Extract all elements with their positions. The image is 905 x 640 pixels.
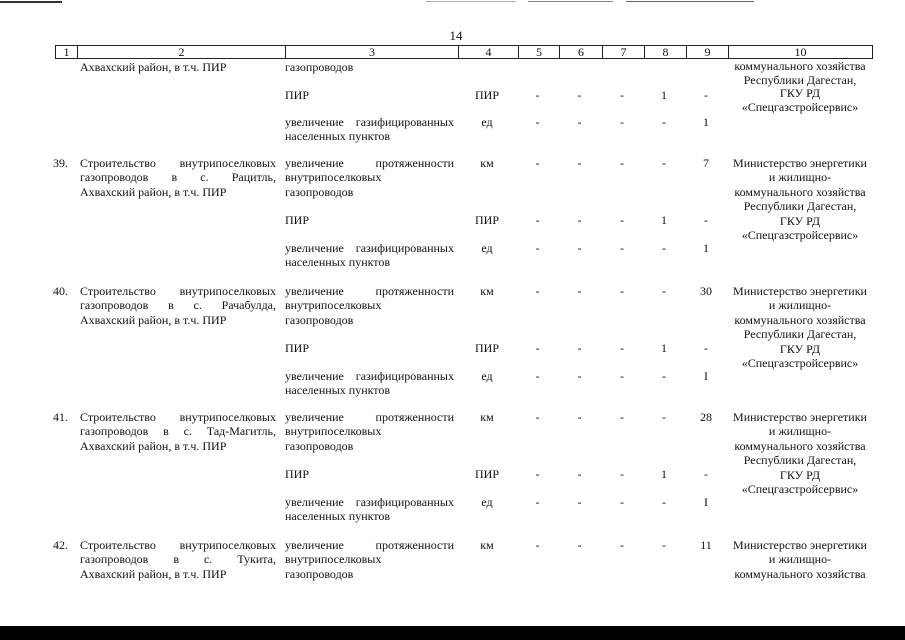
value-col-6: - bbox=[577, 115, 582, 129]
executor-line: Министерство энергетики bbox=[733, 410, 867, 424]
executor-line: «Спецгазстройсервис» bbox=[741, 355, 859, 370]
indicator-line: увеличение протяженности bbox=[285, 156, 454, 170]
value-col-7: - bbox=[620, 284, 624, 298]
value-col-9: 7 bbox=[703, 156, 709, 170]
value-col-7: - bbox=[620, 88, 624, 102]
table-row bbox=[0, 156, 905, 270]
object-name bbox=[80, 60, 276, 74]
unit: ПИР bbox=[474, 213, 499, 227]
value-col-6: - bbox=[577, 156, 582, 170]
value-col-8: - bbox=[662, 284, 666, 298]
indicator-line: газопроводов bbox=[285, 438, 354, 453]
object-name-line: Ахвахский район, в т.ч. ПИР bbox=[80, 566, 227, 581]
row-number: 39. bbox=[53, 156, 68, 170]
object-name-line: Ахвахский район, в т.ч. ПИР bbox=[80, 438, 227, 453]
executor-line: «Спецгазстройсервис» bbox=[741, 481, 859, 496]
subrow-gasified bbox=[0, 115, 905, 144]
value-col-6: - bbox=[577, 467, 582, 481]
indicator bbox=[285, 495, 454, 524]
value-col-7: - bbox=[620, 241, 624, 255]
object-name-line: Ахвахский район, в т.ч. ПИР bbox=[80, 60, 227, 74]
executor bbox=[727, 156, 873, 242]
executor-line: и жилищно- bbox=[768, 170, 832, 185]
executor-line: Республики Дагестан, bbox=[743, 72, 857, 87]
scan-artifact-line bbox=[0, 1, 62, 3]
value-col-6: - bbox=[577, 88, 582, 102]
indicator bbox=[285, 369, 454, 398]
indicator-line: газопроводов bbox=[285, 184, 354, 199]
executor-line: Министерство энергетики bbox=[733, 156, 867, 170]
value-col-9: 11 bbox=[700, 538, 712, 552]
object-name bbox=[80, 156, 276, 199]
executor-line: и жилищно- bbox=[768, 424, 832, 439]
value-col-9: I bbox=[704, 369, 708, 383]
value-col-9: - bbox=[704, 213, 708, 227]
value-col-5: - bbox=[535, 341, 540, 355]
unit: ПИР bbox=[474, 467, 499, 481]
value-col-8: - bbox=[662, 156, 666, 170]
value-col-5: - bbox=[535, 467, 540, 481]
indicator bbox=[285, 538, 454, 581]
scan-artifact-line bbox=[626, 1, 754, 2]
object-name-line: газопроводов в с. Рацитль, bbox=[80, 170, 276, 185]
unit: ПИР bbox=[474, 341, 499, 355]
value-col-7: - bbox=[620, 115, 624, 129]
indicator-line: газопроводов bbox=[285, 60, 354, 74]
value-col-6: - bbox=[577, 369, 582, 383]
value-col-7: - bbox=[620, 467, 624, 481]
value-col-7: - bbox=[620, 495, 624, 509]
indicator: ПИР bbox=[285, 341, 310, 355]
unit: ПИР bbox=[474, 88, 499, 102]
indicator-line: увеличение газифицированных bbox=[285, 241, 454, 255]
header-cell: 8 bbox=[644, 46, 686, 58]
indicator bbox=[285, 241, 454, 270]
indicator-line: внутрипоселковых bbox=[285, 170, 382, 185]
indicator bbox=[285, 284, 454, 327]
indicator-line: внутрипоселковых bbox=[285, 424, 382, 439]
executor-line: «Спецгазстройсервис» bbox=[741, 227, 859, 242]
object-name bbox=[80, 410, 276, 453]
object-name bbox=[80, 538, 276, 581]
value-col-5: - bbox=[535, 213, 540, 227]
value-col-9: 28 bbox=[700, 410, 712, 424]
value-col-5: - bbox=[535, 115, 540, 129]
indicator-line: населенных пунктов bbox=[285, 255, 391, 270]
unit: км bbox=[480, 284, 494, 298]
object-name-line: газопроводов в с. Тад-Магитль, bbox=[80, 424, 276, 439]
header-cell: 9 bbox=[686, 46, 728, 58]
value-col-5: - bbox=[535, 241, 540, 255]
indicator bbox=[285, 60, 454, 74]
value-col-9: 1 bbox=[703, 115, 709, 129]
object-name-line: газопроводов в с. Рачабулда, bbox=[80, 298, 276, 313]
executor bbox=[727, 284, 873, 370]
value-col-9: - bbox=[704, 88, 708, 102]
value-col-8: - bbox=[662, 115, 666, 129]
unit: ед bbox=[481, 495, 493, 509]
executor-line: и жилищно- bbox=[768, 552, 832, 567]
value-col-6: - bbox=[577, 213, 582, 227]
table-row bbox=[0, 284, 905, 398]
executor-line: ГКУ РД bbox=[779, 467, 821, 482]
table-row bbox=[0, 410, 905, 524]
executor-line: коммунального хозяйства bbox=[734, 566, 866, 581]
value-col-7: - bbox=[620, 213, 624, 227]
subrow-gasified bbox=[0, 495, 905, 524]
executor-line: и жилищно- bbox=[768, 298, 832, 313]
header-cell: 4 bbox=[458, 46, 518, 58]
value-col-7: - bbox=[620, 369, 624, 383]
value-col-5: - bbox=[535, 284, 540, 298]
indicator-line: внутрипоселковых bbox=[285, 298, 382, 313]
table-header bbox=[55, 45, 873, 59]
object-name-line: Строительство внутрипоселковых bbox=[80, 410, 276, 424]
object-name-line: газопроводов в с. Тукита, bbox=[80, 552, 276, 567]
header-cell: 7 bbox=[602, 46, 644, 58]
value-col-5: - bbox=[535, 156, 540, 170]
row-number: 41. bbox=[53, 410, 68, 424]
header-cell: 5 bbox=[518, 46, 559, 58]
unit: км bbox=[480, 538, 494, 552]
table-row bbox=[0, 59, 905, 144]
row-number: 42. bbox=[53, 538, 68, 552]
value-col-6: - bbox=[577, 341, 582, 355]
indicator-line: увеличение газифицированных bbox=[285, 115, 454, 129]
executor-line: Республики Дагестан, bbox=[743, 453, 857, 468]
value-col-9: I bbox=[704, 495, 708, 509]
unit: ед bbox=[481, 241, 493, 255]
value-col-9: 30 bbox=[700, 284, 712, 298]
indicator bbox=[285, 115, 454, 144]
executor-line: коммунального хозяйства bbox=[734, 312, 866, 327]
value-col-8: - bbox=[662, 538, 666, 552]
executor-line: коммунального хозяйства bbox=[734, 59, 866, 73]
unit: ед bbox=[481, 369, 493, 383]
indicator-line: увеличение газифицированных bbox=[285, 495, 454, 509]
indicator-line: увеличение протяженности bbox=[285, 284, 454, 298]
value-col-9: - bbox=[704, 467, 708, 481]
value-col-9: - bbox=[704, 341, 708, 355]
value-col-7: - bbox=[620, 410, 624, 424]
object-name-line: Строительство внутрипоселковых bbox=[80, 538, 276, 552]
executor-line: ГКУ РД bbox=[779, 341, 821, 356]
value-col-8: - bbox=[662, 495, 666, 509]
subrow-gasified bbox=[0, 369, 905, 398]
executor-line: Министерство энергетики bbox=[733, 538, 867, 552]
object-name-line: Строительство внутрипоселковых bbox=[80, 284, 276, 298]
object-name-line: Ахвахский район, в т.ч. ПИР bbox=[80, 312, 227, 327]
value-col-8: 1 bbox=[661, 341, 667, 355]
subrow-gasified bbox=[0, 241, 905, 270]
value-col-6: - bbox=[577, 538, 582, 552]
value-col-6: - bbox=[577, 284, 582, 298]
value-col-8: - bbox=[662, 410, 666, 424]
indicator-line: газопроводов bbox=[285, 312, 354, 327]
value-col-6: - bbox=[577, 241, 582, 255]
indicator-line: внутрипоселковых bbox=[285, 552, 382, 567]
value-col-8: 1 bbox=[661, 88, 667, 102]
value-col-6: - bbox=[577, 410, 582, 424]
value-col-6: - bbox=[577, 495, 582, 509]
indicator-line: населенных пунктов bbox=[285, 383, 391, 398]
value-col-5: - bbox=[535, 495, 540, 509]
object-name-line: Ахвахский район, в т.ч. ПИР bbox=[80, 184, 227, 199]
value-col-7: - bbox=[620, 538, 624, 552]
row-number: 40. bbox=[53, 284, 68, 298]
value-col-8: 1 bbox=[661, 467, 667, 481]
indicator-line: населенных пунктов bbox=[285, 509, 391, 524]
value-col-8: - bbox=[662, 369, 666, 383]
scan-artifact-line bbox=[426, 1, 516, 2]
object-name-line: Строительство внутрипоселковых bbox=[80, 156, 276, 170]
value-col-5: - bbox=[535, 369, 540, 383]
table-row bbox=[0, 538, 905, 581]
value-col-8: - bbox=[662, 241, 666, 255]
header-cell: 1 bbox=[63, 45, 70, 59]
executor-line: «Спецгазстройсервис» bbox=[741, 100, 859, 115]
executor-line: Республики Дагестан, bbox=[743, 327, 857, 342]
scan-artifact-line bbox=[528, 1, 613, 2]
unit: ед bbox=[481, 115, 493, 129]
unit: км bbox=[480, 410, 494, 424]
indicator-line: увеличение протяженности bbox=[285, 410, 454, 424]
value-col-5: - bbox=[535, 88, 540, 102]
executor-line: ГКУ РД bbox=[779, 213, 821, 228]
unit: км bbox=[480, 156, 494, 170]
executor bbox=[727, 538, 873, 581]
indicator: ПИР bbox=[285, 467, 310, 481]
value-col-7: - bbox=[620, 156, 624, 170]
value-col-9: 1 bbox=[703, 241, 709, 255]
indicator-line: газопроводов bbox=[285, 566, 354, 581]
indicator-line: увеличение протяженности bbox=[285, 538, 454, 552]
indicator: ПИР bbox=[285, 88, 310, 102]
executor-line: Республики Дагестан, bbox=[743, 199, 857, 214]
scan-edge-band bbox=[0, 626, 905, 640]
value-col-7: - bbox=[620, 341, 624, 355]
indicator-line: увеличение газифицированных bbox=[285, 369, 454, 383]
executor-line: коммунального хозяйства bbox=[734, 438, 866, 453]
executor-line: Министерство энергетики bbox=[733, 284, 867, 298]
executor-line: коммунального хозяйства bbox=[734, 184, 866, 199]
value-col-5: - bbox=[535, 538, 540, 552]
header-cell: 6 bbox=[559, 46, 602, 58]
indicator-line: населенных пунктов bbox=[285, 129, 391, 144]
executor-line: ГКУ РД bbox=[779, 86, 821, 101]
indicator bbox=[285, 410, 454, 453]
header-cell: 10 bbox=[728, 46, 872, 58]
indicator: ПИР bbox=[285, 213, 310, 227]
executor bbox=[727, 410, 873, 496]
value-col-8: 1 bbox=[661, 213, 667, 227]
page-number: 14 bbox=[449, 28, 463, 43]
value-col-5: - bbox=[535, 410, 540, 424]
indicator bbox=[285, 156, 454, 199]
header-cell: 2 bbox=[77, 46, 285, 58]
header-cell: 3 bbox=[285, 46, 458, 58]
object-name bbox=[80, 284, 276, 327]
